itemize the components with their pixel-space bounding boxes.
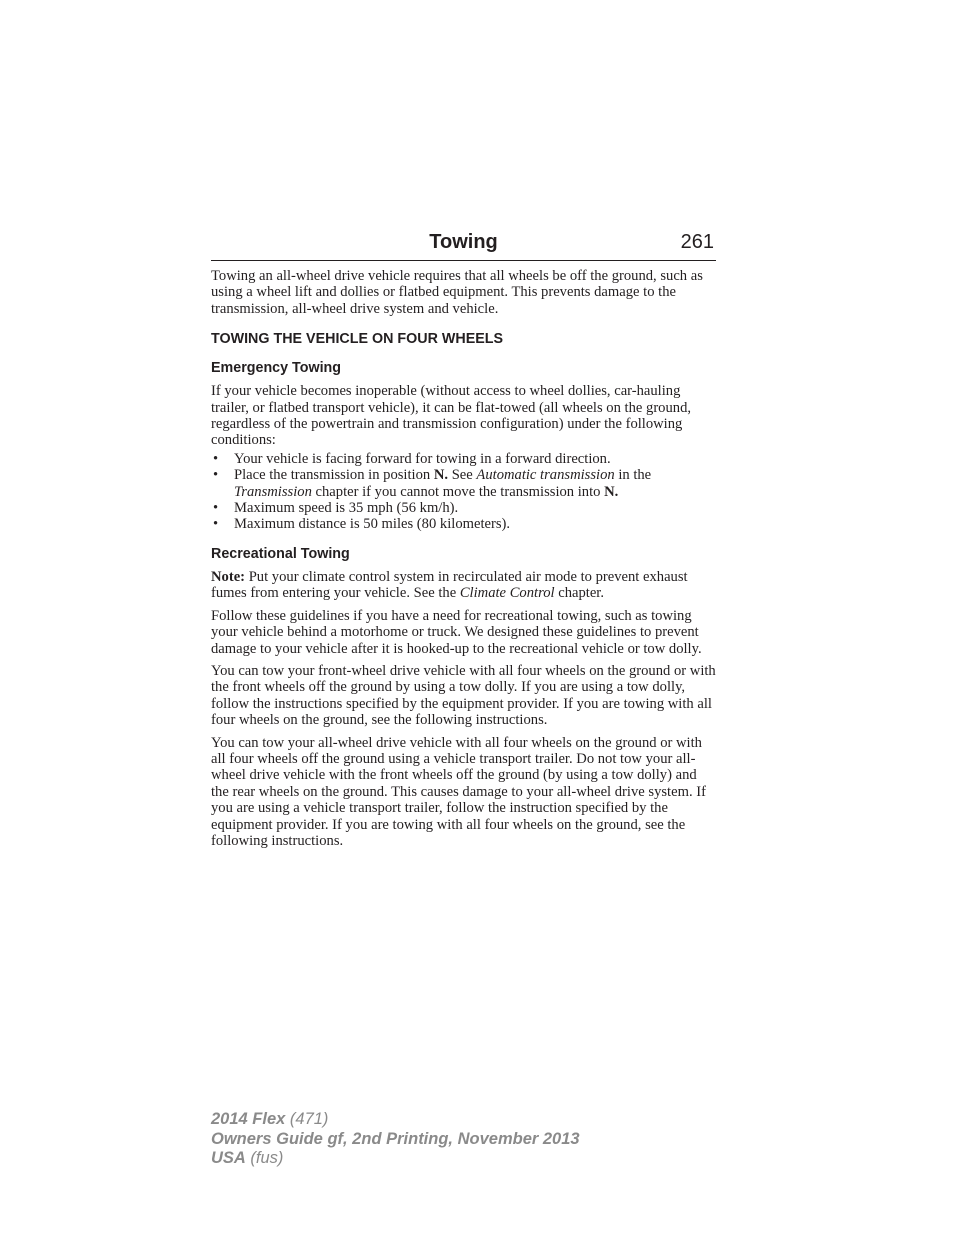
list-item: • Maximum distance is 50 miles (80 kilometers). <box>211 516 717 532</box>
chapter-title: Towing <box>429 231 498 253</box>
conditions-list <box>211 451 717 533</box>
section-heading: TOWING THE VEHICLE ON FOUR WHEELS <box>211 331 504 348</box>
footer-edition-line: Owners Guide gf, 2nd Printing, November 2013 <box>211 1129 580 1148</box>
footer-model-line: 2014 Flex (471) <box>211 1110 329 1128</box>
emergency-towing-heading: Emergency Towing <box>211 360 342 377</box>
all-wheel-drive-paragraph: You can tow your all-wheel drive vehicle with all four wheels on the ground or with all four wheels off the ground using a vehicle transport trailer. Do not tow your all-wheel drive vehicle with the front wheels off the ground (by using a tow dolly) and the rear wheels on the ground. This causes damage to your all-wheel drive system. If you are using a vehicle transport trailer, follow the instruction specified by the equipment provider. If you are towing with all four wheels on the ground, see the following instructions. <box>211 734 706 849</box>
emergency-paragraph: If your vehicle becomes inoperable (without access to wheel dollies, car-hauling trailer, or flatbed transport vehicle), it can be flat-towed (all wheels on the ground, regardless of the powertrain and transmission configuration) under the following conditions: <box>211 383 692 449</box>
front-wheel-drive-paragraph: You can tow your front-wheel drive vehicle with all four wheels on the ground or with the front wheels off the ground by using a tow dolly. If you are using a tow dolly, follow the instructions specified by the equipment provider. If you are towing with all four wheels on the ground, see the following instructions. <box>211 662 716 729</box>
note-paragraph: Note: Put your climate control system in recirculated air mode to prevent exhaust fumes from entering your vehicle. See the Climate Control chapter. <box>211 568 688 602</box>
cross-reference: Transmission <box>234 483 312 500</box>
footer-market-line: USA (fus) <box>211 1149 284 1167</box>
page-number: 261 <box>680 231 714 253</box>
page-header <box>211 229 716 261</box>
cross-reference: Automatic transmission <box>476 467 615 484</box>
recreational-towing-heading: Recreational Towing <box>211 545 350 562</box>
list-item: • Place the transmission in position N. See Automatic transmission in the Transmission chapter if you cannot move the transmission into N. <box>211 467 717 500</box>
page-body <box>211 268 717 855</box>
list-item: • Maximum speed is 35 mph (56 km/h). <box>211 500 717 516</box>
intro-paragraph: Towing an all-wheel drive vehicle requires that all wheels be off the ground, such as using a wheel lift and dollies or flatbed equipment. This prevents damage to the transmission, all-wheel drive system and vehicle. <box>211 268 703 317</box>
cross-reference: Climate Control <box>459 585 555 602</box>
list-item: • Your vehicle is facing forward for towing in a forward direction. <box>211 451 717 467</box>
guidelines-paragraph: Follow these guidelines if you have a need for recreational towing, such as towing your vehicle behind a motorhome or truck. We designed these guidelines to prevent damage to your vehicle after it is hooked-up to the recreational vehicle or tow dolly. <box>211 607 702 657</box>
note-label: Note: <box>211 568 246 585</box>
page-footer <box>211 1110 580 1169</box>
